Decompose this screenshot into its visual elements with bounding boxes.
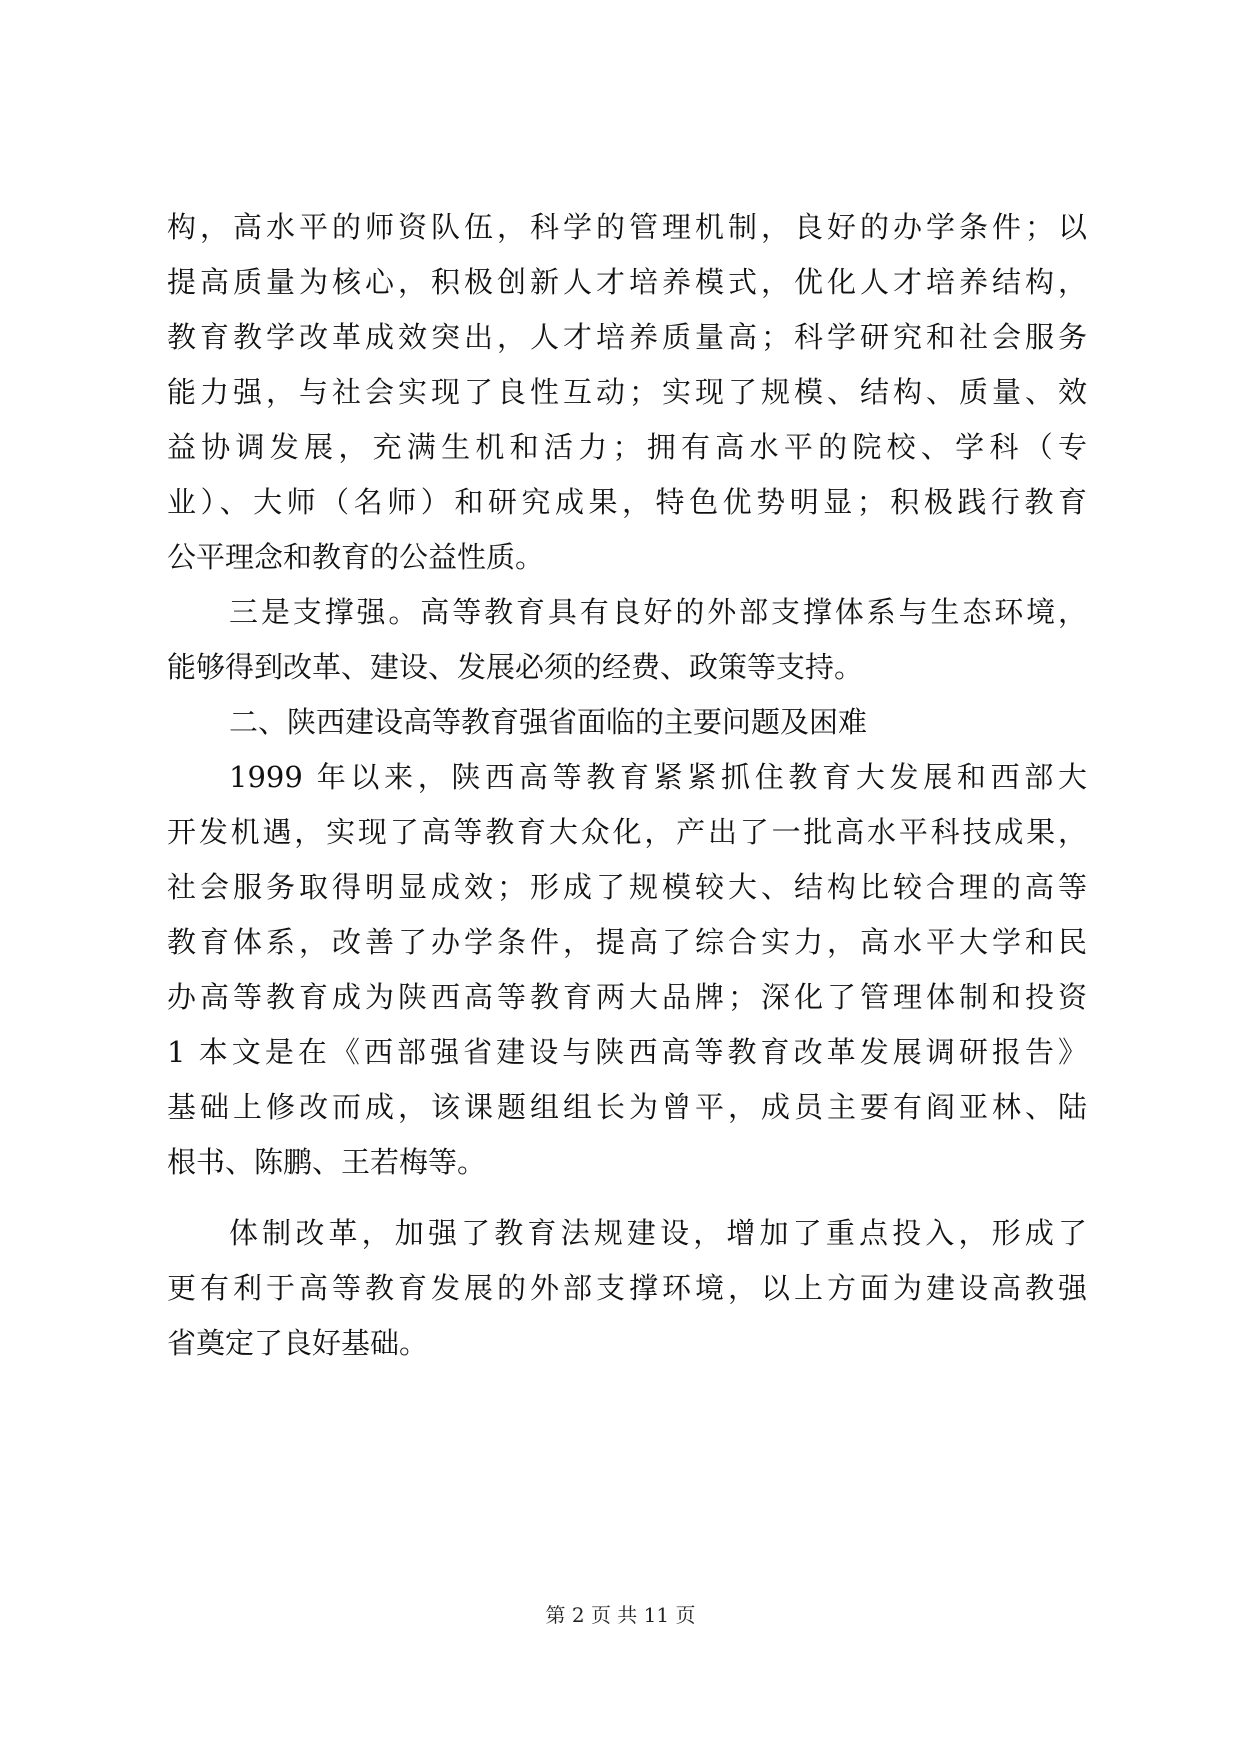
paragraph-line: 构，高水平的师资队伍，科学的管理机制，良好的办学条件；以 [167, 210, 1087, 244]
paragraph-line: 省奠定了良好基础。 [167, 1326, 429, 1360]
paragraph-line: 业）、大师（名师）和研究成果，特色优势明显；积极践行教育 [167, 485, 1087, 519]
paragraph-line: 办高等教育成为陕西高等教育两大品牌；深化了管理体制和投资 [167, 980, 1087, 1014]
paragraph-line: 社会服务取得明显成效；形成了规模较大、结构比较合理的高等 [167, 870, 1087, 904]
paragraph-line: 公平理念和教育的公益性质。 [167, 540, 545, 574]
paragraph-line: 能力强，与社会实现了良性互动；实现了规模、结构、质量、效 [167, 375, 1087, 409]
paragraph-line: 1999 年以来，陕西高等教育紧紧抓住教育大发展和西部大 [229, 760, 1087, 794]
paragraph-line: 提高质量为核心，积极创新人才培养模式，优化人才培养结构， [167, 265, 1087, 299]
footnote-line: 1 本文是在《西部强省建设与陕西高等教育改革发展调研报告》 [167, 1035, 1087, 1069]
paragraph-line: 能够得到改革、建设、发展必须的经费、政策等支持。 [167, 650, 864, 684]
paragraph-line: 更有利于高等教育发展的外部支撑环境，以上方面为建设高教强 [167, 1271, 1087, 1305]
paragraph-line: 益协调发展，充满生机和活力；拥有高水平的院校、学科（专 [167, 430, 1087, 464]
footnote-line: 基础上修改而成，该课题组组长为曾平，成员主要有阎亚林、陆 [167, 1090, 1087, 1124]
paragraph-line: 教育教学改革成效突出，人才培养质量高；科学研究和社会服务 [167, 320, 1087, 354]
page-number: 第 2 页 共 11 页 [545, 1603, 696, 1627]
paragraph-line: 三是支撑强。高等教育具有良好的外部支撑体系与生态环境， [229, 595, 1087, 629]
footnote-line: 根书、陈鹏、王若梅等。 [167, 1145, 487, 1179]
section-heading: 二、陕西建设高等教育强省面临的主要问题及困难 [229, 705, 868, 739]
paragraph-line: 教育体系，改善了办学条件，提高了综合实力，高水平大学和民 [167, 925, 1087, 959]
paragraph-line: 开发机遇，实现了高等教育大众化，产出了一批高水平科技成果， [167, 815, 1087, 849]
paragraph-line: 体制改革，加强了教育法规建设，增加了重点投入，形成了 [229, 1216, 1087, 1250]
